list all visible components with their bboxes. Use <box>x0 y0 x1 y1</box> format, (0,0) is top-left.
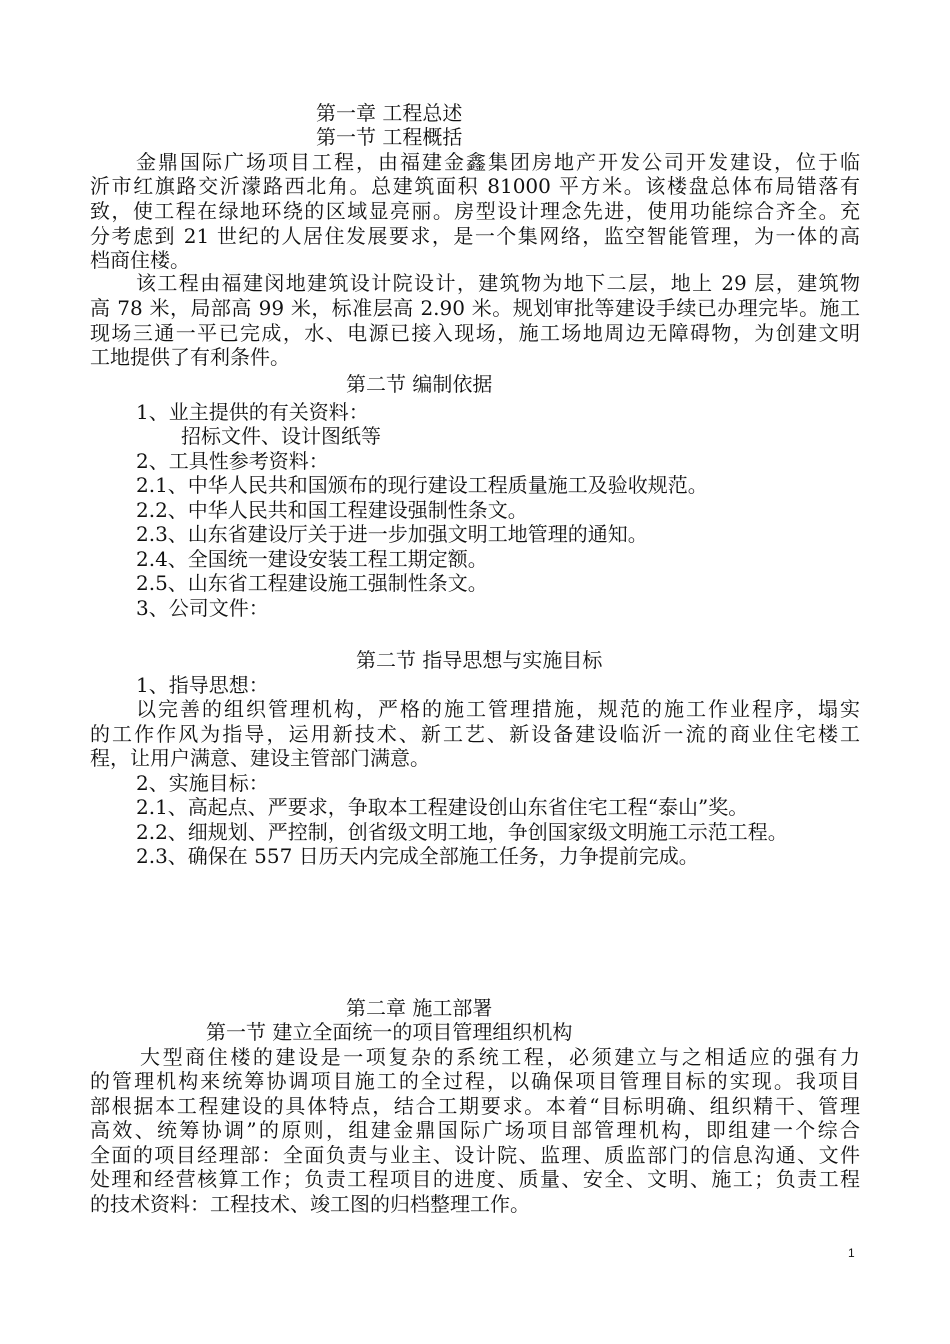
paragraph-line: 高 78 米，局部高 99 米，标准层高 2.90 米。规划审批等建设手续已办理完毕。施工 <box>90 296 860 320</box>
goal-label: 2、实施目标： <box>136 771 269 795</box>
paragraph-line: 高效、统筹协调”的原则，组建金鼎国际广场项目部管理机构，即组建一个综合 <box>90 1118 860 1142</box>
list-item: 2.2、细规划、严控制，创省级文明工地，争创国家级文明施工示范工程。 <box>136 820 788 844</box>
paragraph-line: 以完善的组织管理机构，严格的施工管理措施，规范的施工作业程序，塌实 <box>136 697 860 721</box>
paragraph-line: 的管理机构来统筹协调项目施工的全过程，以确保项目管理目标的实现。我项目 <box>90 1069 860 1093</box>
paragraph-line: 金鼎国际广场项目工程，由福建金鑫集团房地产开发公司开发建设，位于临 <box>136 150 860 174</box>
paragraph-line: 的工作作风为指导，运用新技术、新工艺、新设备建设临沂一流的商业住宅楼工 <box>90 722 860 746</box>
chapter-2-section-1-title: 第一节 建立全面统一的项目管理组织机构 <box>206 1020 573 1044</box>
paragraph-line: 该工程由福建闵地建筑设计院设计，建筑物为地下二层，地上 29 层，建筑物 <box>136 271 860 295</box>
list-item: 2.3、山东省建设厅关于进一步加强文明工地管理的通知。 <box>136 522 648 546</box>
paragraph-line: 处理和经营核算工作；负责工程项目的进度、质量、安全、文明、施工；负责工程 <box>90 1167 860 1191</box>
list-item: 2.2、中华人民共和国工程建设强制性条文。 <box>136 498 528 522</box>
paragraph-line: 的技术资料：工程技术、竣工图的归档整理工作。 <box>90 1192 530 1216</box>
list-item: 2.4、全国统一建设安装工程工期定额。 <box>136 547 488 571</box>
paragraph-line: 大型商住楼的建设是一项复杂的系统工程，必须建立与之相适应的强有力 <box>140 1045 860 1069</box>
chapter-2-title: 第二章 施工部署 <box>346 996 493 1020</box>
guide-label: 1、指导思想： <box>136 673 269 697</box>
paragraph-line: 程，让用户满意、建设主管部门满意。 <box>90 746 430 770</box>
list-item: 招标文件、设计图纸等 <box>181 424 381 448</box>
paragraph-line: 现场三通一平已完成，水、电源已接入现场，施工场地周边无障碍物，为创建文明 <box>90 321 860 345</box>
page-number: 1 <box>848 1246 855 1260</box>
list-item: 2、工具性参考资料： <box>136 449 329 473</box>
chapter-1-section-1-title: 第一节 工程概括 <box>316 125 463 149</box>
list-item: 2.1、高起点、严要求，争取本工程建设创山东省住宅工程“泰山”奖。 <box>136 795 749 819</box>
paragraph-line: 分考虑到 21 世纪的人居住发展要求，是一个集网络，监空智能管理，为一体的高 <box>90 224 860 248</box>
paragraph-line: 致，使工程在绿地环绕的区域显亮丽。房型设计理念先进，使用功能综合齐全。充 <box>90 199 860 223</box>
list-item: 1、业主提供的有关资料： <box>136 400 369 424</box>
chapter-1-title: 第一章 工程总述 <box>316 101 463 125</box>
section-guide-title: 第二节 指导思想与实施目标 <box>356 648 603 672</box>
list-item: 2.3、确保在 557 日历天内完成全部施工任务，力争提前完成。 <box>136 844 699 868</box>
paragraph-line: 工地提供了有利条件。 <box>90 345 290 369</box>
list-item: 3、公司文件： <box>136 596 269 620</box>
list-item: 2.5、山东省工程建设施工强制性条文。 <box>136 571 488 595</box>
list-item: 2.1、中华人民共和国颁布的现行建设工程质量施工及验收规范。 <box>136 473 708 497</box>
paragraph-line: 部根据本工程建设的具体特点，结合工期要求。本着“目标明确、组织精干、管理 <box>90 1094 860 1118</box>
paragraph-line: 档商住楼。 <box>90 248 190 272</box>
paragraph-line: 沂市红旗路交沂濛路西北角。总建筑面积 81000 平方米。该楼盘总体布局错落有 <box>90 174 860 198</box>
section-basis-title: 第二节 编制依据 <box>346 372 493 396</box>
paragraph-line: 全面的项目经理部：全面负责与业主、设计院、监理、质监部门的信息沟通、文件 <box>90 1143 860 1167</box>
